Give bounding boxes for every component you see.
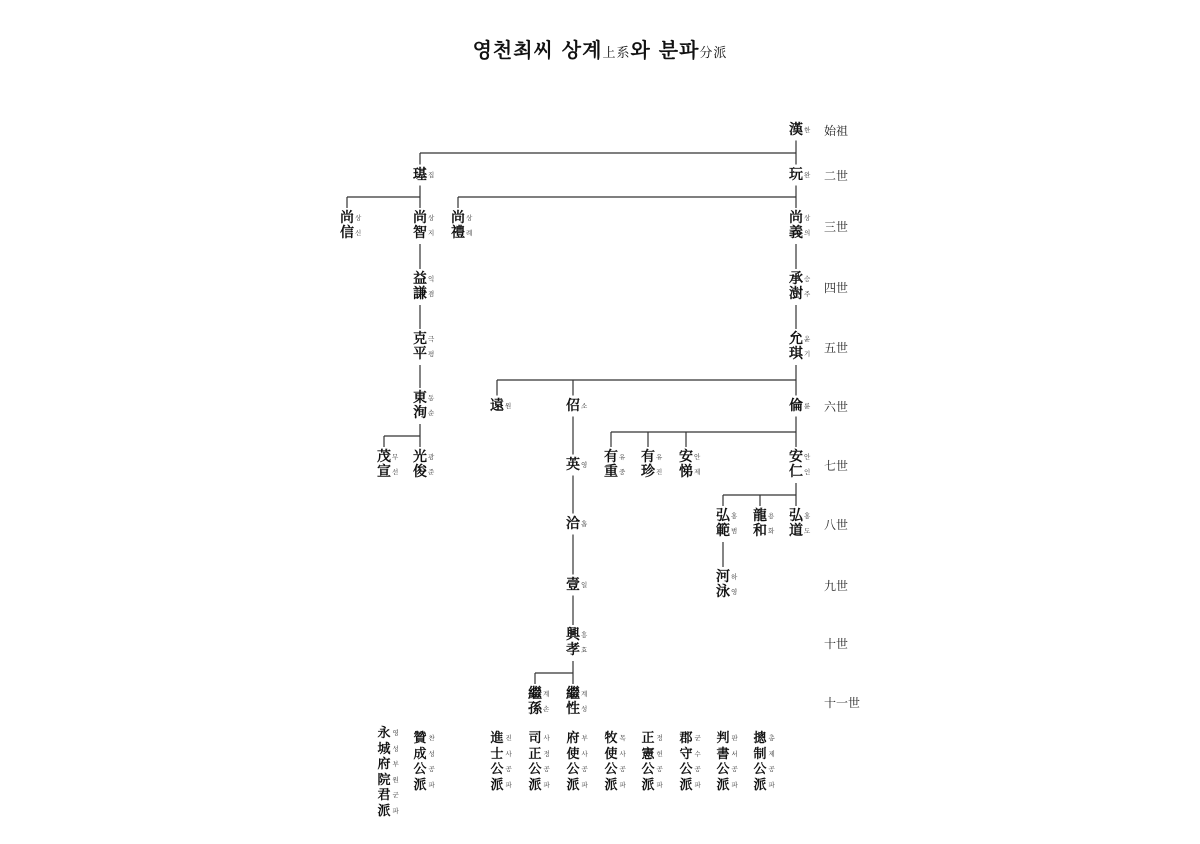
hangul-reading: 동 (428, 394, 435, 402)
hangul-reading: 파 (581, 780, 588, 789)
hanja-char: 義 (789, 225, 803, 241)
hangul-reading: 계 (543, 690, 550, 698)
hanja-char: 判 (716, 731, 730, 746)
branch-jinsa (491, 731, 512, 793)
hanja-char: 派 (753, 777, 767, 793)
hangul-reading: 무 (392, 453, 399, 461)
hangul-reading: 영 (392, 729, 399, 737)
generation-label: 始祖 (824, 124, 849, 138)
hangul-reading: 지 (428, 229, 435, 237)
hangul-reading: 성 (428, 749, 435, 758)
hanja-char: 繼 (528, 686, 542, 702)
hanja-char: 派 (528, 777, 542, 793)
hangul-reading: 총 (768, 734, 775, 742)
hanja-char: 贊 (413, 731, 427, 746)
hanja-char: 遠 (490, 397, 504, 414)
hangul-reading: 공 (768, 765, 775, 773)
hangul-reading: 상 (355, 214, 362, 222)
hangul-reading: 신 (355, 229, 362, 237)
hangul-reading: 용 (768, 512, 775, 520)
hangul-reading: 겸 (428, 290, 435, 298)
hanja-char: 尚 (340, 210, 354, 226)
hangul-reading: 영 (731, 588, 738, 596)
hangul-reading: 제 (694, 468, 701, 476)
hanja-char: 派 (604, 777, 618, 793)
hangul-reading: 한 (804, 125, 811, 134)
hanja-char: 龍 (753, 508, 767, 524)
person-sangrye (451, 211, 472, 241)
hanja-char: 派 (490, 777, 504, 793)
hanja-char: 派 (716, 777, 730, 793)
hangul-reading: 영 (581, 460, 588, 469)
hangul-reading: 유 (656, 453, 663, 461)
hangul-reading: 수 (694, 749, 701, 758)
hangul-reading: 사 (619, 749, 626, 758)
hangul-reading: 부 (581, 734, 588, 742)
hangul-reading: 파 (619, 780, 626, 789)
hangul-reading: 효 (581, 646, 588, 654)
person-yonghwa (753, 509, 774, 539)
hanja-char: 宣 (377, 464, 391, 480)
hangul-reading: 정 (656, 734, 663, 742)
hangul-reading: 원 (505, 401, 512, 410)
generation-label: 九世 (824, 579, 849, 593)
person-il (566, 578, 587, 593)
hanja-char: 永 (377, 726, 391, 741)
hanja-char: 克 (413, 331, 427, 347)
person-jip (413, 168, 434, 183)
hanja-char: 君 (377, 788, 391, 803)
generation-label: 四世 (824, 281, 849, 295)
hangul-reading: 사 (543, 734, 550, 742)
person-sangsin (340, 211, 361, 241)
hanja-char: 有 (641, 449, 655, 465)
hanja-char: 弘 (789, 508, 803, 524)
hanja-char: 英 (566, 456, 580, 473)
branch-busa (567, 731, 588, 793)
hanja-char: 承 (789, 271, 803, 287)
hanja-char: 璂 (413, 166, 427, 183)
branch-moksa (605, 731, 626, 793)
hangul-reading: 화 (768, 527, 775, 535)
hangul-reading: 공 (581, 765, 588, 773)
hanja-char: 洵 (413, 405, 427, 421)
hangul-reading: 파 (656, 780, 663, 789)
hangul-reading: 륜 (804, 401, 811, 410)
generation-label: 二世 (824, 169, 849, 183)
hangul-reading: 윤 (804, 335, 811, 343)
branch-pans (717, 731, 738, 793)
hanja-char: 悌 (679, 464, 693, 480)
hanja-char: 院 (377, 772, 391, 788)
hanja-char: 河 (716, 569, 730, 585)
hanja-char: 洽 (566, 515, 580, 532)
hangul-reading: 찬 (428, 734, 435, 742)
hanja-char: 制 (753, 746, 767, 762)
hanja-char: 憲 (641, 746, 655, 762)
hanja-char: 公 (679, 762, 693, 777)
hanja-char: 孝 (566, 642, 580, 658)
hanja-char: 尚 (789, 210, 803, 226)
hangul-reading: 홍 (731, 512, 738, 520)
person-dongsun (413, 391, 434, 421)
hangul-reading: 순 (428, 409, 435, 417)
hangul-reading: 사 (581, 749, 588, 758)
hanja-char: 正 (528, 746, 542, 762)
hanja-char: 興 (566, 627, 580, 643)
hanja-char: 珍 (641, 464, 655, 480)
person-anje (679, 450, 700, 480)
hangul-reading: 흡 (581, 519, 588, 528)
hanja-char: 澍 (789, 286, 803, 302)
hangul-reading: 공 (694, 765, 701, 773)
person-yujin (641, 450, 662, 480)
hanja-char: 摠 (753, 731, 767, 746)
hangul-reading: 부 (392, 760, 399, 768)
hanja-char: 禮 (451, 225, 465, 241)
generation-label: 五世 (824, 341, 849, 355)
hangul-reading: 성 (581, 705, 588, 713)
hanja-char: 尚 (451, 210, 465, 226)
hanja-char: 玩 (789, 166, 803, 183)
hangul-reading: 인 (804, 468, 811, 476)
hanja-char: 平 (413, 346, 427, 362)
hangul-reading: 손 (543, 705, 550, 713)
title-main: 영천최씨 상계 (472, 38, 603, 62)
hangul-reading: 승 (804, 275, 811, 283)
hanja-char: 士 (490, 746, 504, 762)
person-museon (377, 450, 398, 480)
hanja-char: 書 (716, 746, 730, 762)
hangul-reading: 파 (505, 780, 512, 789)
hangul-reading: 의 (804, 229, 811, 237)
hanja-char: 仁 (789, 464, 803, 480)
hanja-char: 孫 (528, 701, 542, 717)
hangul-reading: 원 (392, 775, 399, 784)
hanja-char: 益 (413, 271, 427, 287)
person-ryun (789, 399, 810, 414)
hangul-reading: 목 (619, 734, 626, 742)
hangul-reading: 사 (505, 749, 512, 758)
hanja-char: 漢 (789, 121, 803, 138)
person-heup (566, 517, 587, 532)
hangul-reading: 중 (619, 468, 626, 476)
hangul-reading: 준 (428, 468, 435, 476)
hanja-char: 府 (566, 731, 580, 746)
hanja-char: 和 (753, 523, 767, 539)
hangul-reading: 극 (428, 335, 435, 343)
hangul-reading: 완 (804, 170, 811, 179)
hangul-reading: 공 (543, 765, 550, 773)
hangul-reading: 기 (804, 350, 811, 358)
hanja-char: 弘 (716, 508, 730, 524)
hanja-char: 城 (377, 741, 391, 757)
hangul-reading: 군 (694, 734, 701, 742)
hangul-reading: 계 (581, 690, 588, 698)
hangul-reading: 정 (543, 749, 550, 758)
hangul-reading: 공 (428, 765, 435, 773)
person-yeong (566, 458, 587, 473)
hanja-char: 重 (604, 464, 618, 480)
generation-label: 十一世 (824, 696, 861, 710)
hanja-char: 派 (566, 777, 580, 793)
branch-hongje (754, 731, 775, 793)
generation-label: 十世 (824, 637, 849, 651)
hanja-char: 正 (641, 731, 655, 746)
hanja-char: 允 (789, 331, 803, 347)
hanja-char: 壹 (566, 576, 580, 593)
person-han (789, 123, 810, 138)
hanja-char: 光 (413, 449, 427, 465)
hangul-reading: 파 (543, 780, 550, 789)
hanja-char: 派 (413, 777, 427, 793)
hanja-char: 公 (753, 762, 767, 777)
hanja-char: 範 (716, 523, 730, 539)
hangul-reading: 익 (428, 275, 435, 283)
hanja-char: 茂 (377, 449, 391, 465)
person-seungju (789, 272, 810, 302)
hanja-char: 公 (641, 762, 655, 777)
generation-label: 三世 (824, 220, 849, 234)
person-hongbeom (716, 509, 737, 539)
hangul-reading: 상 (804, 214, 811, 222)
hangul-reading: 공 (656, 765, 663, 773)
hangul-reading: 도 (804, 527, 811, 535)
hangul-reading: 상 (428, 214, 435, 222)
generation-label: 六世 (824, 400, 849, 414)
hangul-reading: 유 (619, 453, 626, 461)
hanja-char: 安 (679, 449, 693, 465)
person-hayeong (716, 570, 737, 600)
branch-jeongheon (642, 731, 663, 793)
hangul-reading: 성 (392, 744, 399, 753)
hangul-reading: 례 (466, 229, 473, 237)
hangul-reading: 하 (731, 573, 738, 581)
title-hanja-1: 上系 (602, 46, 631, 61)
person-sangui (789, 211, 810, 241)
title-hanja-2: 分派 (699, 46, 728, 61)
generation-label: 七世 (824, 459, 849, 473)
hangul-reading: 공 (619, 765, 626, 773)
branch-yeongseong (378, 726, 399, 819)
hanja-char: 智 (413, 225, 427, 241)
hanja-char: 派 (377, 803, 391, 819)
hangul-reading: 공 (731, 765, 738, 773)
hangul-reading: 파 (731, 780, 738, 789)
person-anin (789, 450, 810, 480)
hanja-char: 安 (789, 449, 803, 465)
hangul-reading: 공 (505, 765, 512, 773)
hangul-reading: 서 (731, 749, 738, 758)
hanja-char: 府 (377, 757, 391, 772)
hanja-char: 進 (490, 731, 504, 746)
person-sangji (413, 211, 434, 241)
hanja-char: 司 (528, 731, 542, 746)
hangul-reading: 파 (768, 780, 775, 789)
person-won (490, 399, 511, 414)
person-ikgyeom (413, 272, 434, 302)
generation-label: 八世 (824, 518, 849, 532)
hangul-reading: 파 (428, 780, 435, 789)
person-heunghyo (566, 628, 587, 658)
hanja-char: 公 (566, 762, 580, 777)
hangul-reading: 소 (581, 401, 588, 410)
branch-sajeong (529, 731, 550, 793)
hanja-char: 使 (604, 746, 618, 762)
hanja-char: 俊 (413, 464, 427, 480)
hangul-reading: 상 (466, 214, 473, 222)
hanja-char: 成 (413, 746, 427, 762)
title-mid: 와 분파 (630, 38, 700, 62)
hangul-reading: 안 (694, 453, 701, 461)
hangul-reading: 파 (694, 780, 701, 789)
hangul-reading: 범 (731, 527, 738, 535)
hangul-reading: 선 (392, 468, 399, 476)
hangul-reading: 안 (804, 453, 811, 461)
hangul-reading: 파 (392, 806, 399, 815)
hanja-char: 有 (604, 449, 618, 465)
hanja-char: 公 (528, 762, 542, 777)
hanja-char: 公 (604, 762, 618, 777)
hanja-char: 道 (789, 523, 803, 539)
person-hongdo (789, 509, 810, 539)
hanja-char: 泳 (716, 584, 730, 600)
hanja-char: 佋 (566, 397, 580, 414)
hanja-char: 性 (566, 701, 580, 717)
hanja-char: 尚 (413, 210, 427, 226)
person-yujung (604, 450, 625, 480)
hanja-char: 東 (413, 390, 427, 406)
branch-chanseong (414, 731, 435, 793)
hanja-char: 使 (566, 746, 580, 762)
hangul-reading: 흥 (581, 631, 588, 639)
hanja-char: 派 (641, 777, 655, 793)
hangul-reading: 광 (428, 453, 435, 461)
hanja-char: 倫 (789, 397, 803, 414)
person-gyeseong (566, 687, 587, 717)
hanja-char: 信 (340, 225, 354, 241)
branch-gunsu (680, 731, 701, 793)
hangul-reading: 일 (581, 580, 588, 589)
hangul-reading: 주 (804, 290, 811, 298)
person-yunggi (789, 332, 810, 362)
person-so (566, 399, 587, 414)
hanja-char: 守 (679, 746, 693, 762)
hangul-reading: 판 (731, 734, 738, 742)
hangul-reading: 집 (428, 170, 435, 179)
person-wan (789, 168, 810, 183)
hanja-char: 公 (716, 762, 730, 777)
person-gyeson (528, 687, 549, 717)
hanja-char: 公 (413, 762, 427, 777)
hanja-char: 琪 (789, 346, 803, 362)
hangul-reading: 홍 (804, 512, 811, 520)
hangul-reading: 진 (656, 468, 663, 476)
hanja-char: 謙 (413, 286, 427, 302)
hangul-reading: 제 (768, 749, 775, 758)
person-geukpyeong (413, 332, 434, 362)
hangul-reading: 평 (428, 350, 435, 358)
hangul-reading: 군 (392, 791, 399, 799)
hangul-reading: 진 (505, 734, 512, 742)
hanja-char: 牧 (604, 731, 618, 746)
hanja-char: 公 (490, 762, 504, 777)
hangul-reading: 헌 (656, 749, 663, 758)
hanja-char: 派 (679, 777, 693, 793)
hanja-char: 郡 (679, 731, 693, 746)
person-gwangjun (413, 450, 434, 480)
hanja-char: 繼 (566, 686, 580, 702)
